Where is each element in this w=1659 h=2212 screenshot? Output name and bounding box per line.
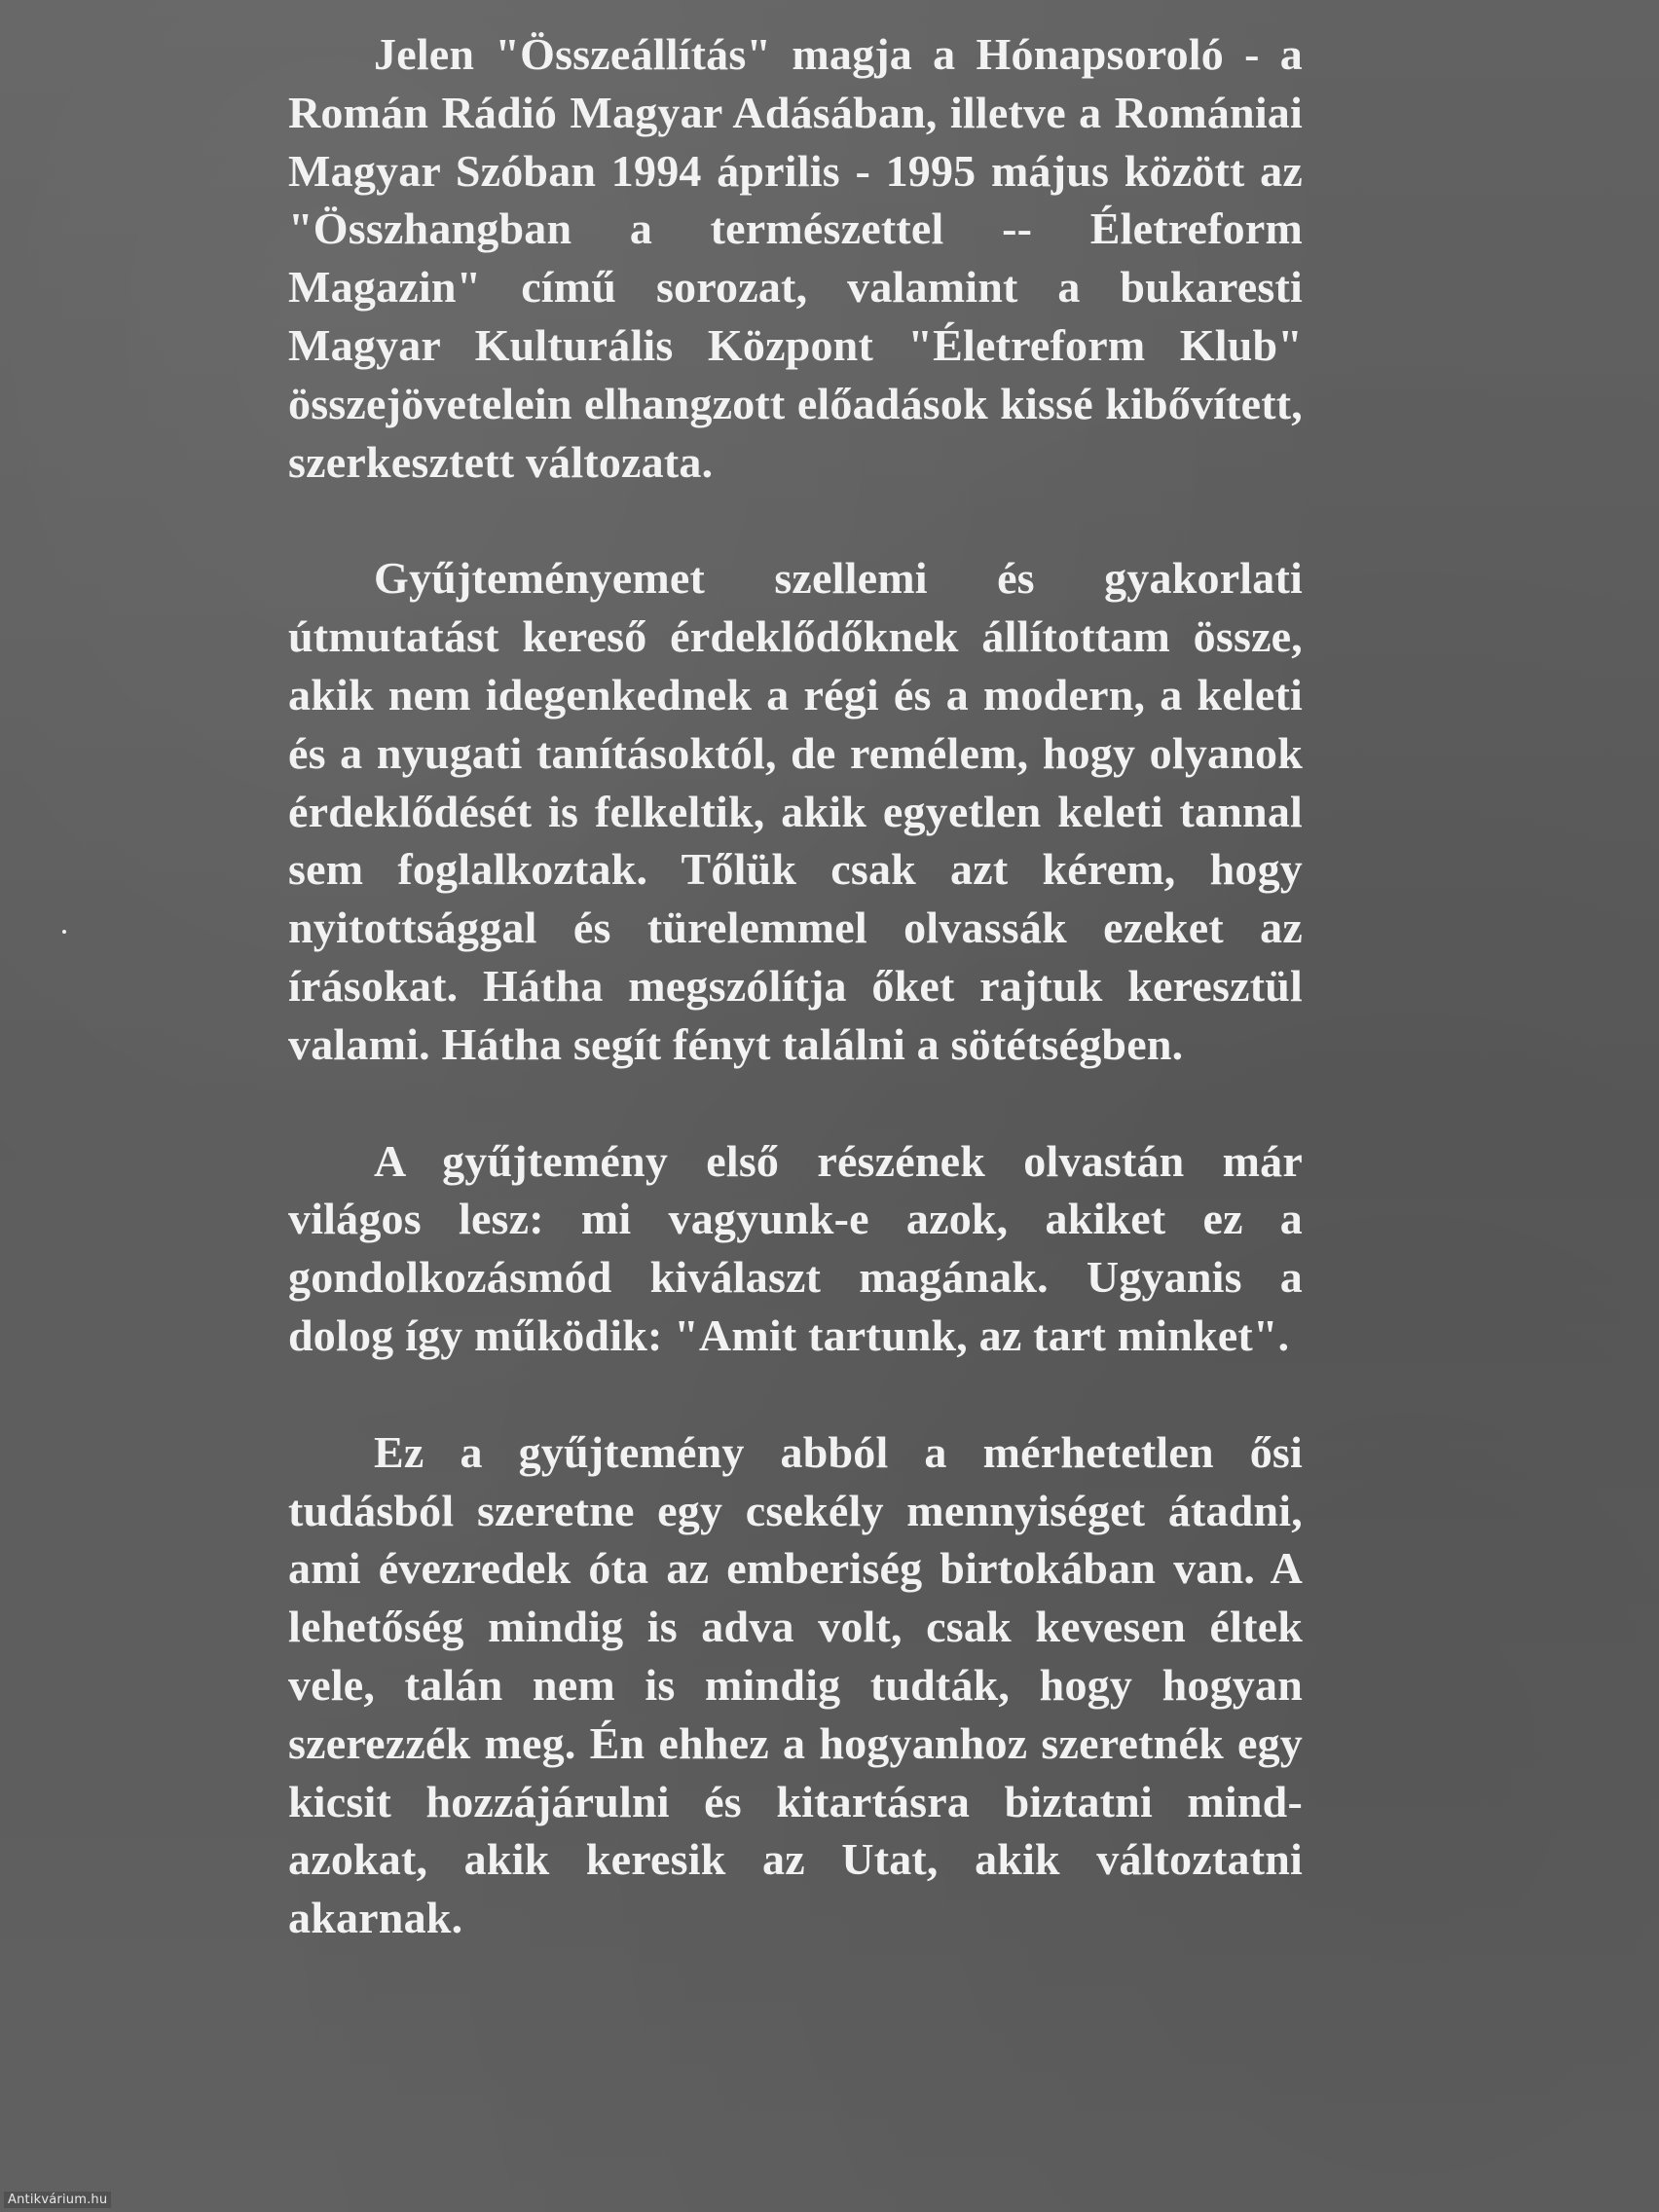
watermark-label: Antikvárium.hu	[4, 2192, 111, 2208]
paragraph-1: Jelen "Összeállítás" magja a Hónapsoroló - a Román Rádió Magyar Adásában, illetve a Romániai Magyar Szóban 1994 április - 1995 május között az "Összhangban a természettel -- Életreform Magazin" című sorozat, valamint a bukaresti Magyar Kulturális Központ "Életreform Klub" összejövetelein elhangzott előadások kissé kibővített, szerkesztett változata.	[288, 29, 1303, 487]
paragraph-2: Gyűjteményemet szellemi és gyakorlati útmutatást kereső érdeklődőknek állítottam össze, akik nem idegenkednek a régi és a modern, a keleti és a nyugati tanításoktól, de remélem, hogy olyanok érdeklődését is felkeltik, akik egyetlen keleti tannal sem foglalkoztak. Tőlük csak azt kérem, hogy nyitottsággal és türelemmel olvassák ezeket az írásokat. Hátha megszólítja őket rajtuk keresztül valami. Hátha segít fényt találni a sötétségben.	[288, 553, 1303, 1069]
blurb-text	[288, 25, 1303, 1947]
paragraph-3: A gyűjtemény első részének olvastán már világos lesz: mi vagyunk-e azok, akiket ez a gondolkozásmód kiválaszt magának. Ugyanis a dolog így működik: "Amit tartunk, az tart minket".	[288, 1135, 1303, 1360]
paragraph-4: Ez a gyűjtemény abból a mérhetetlen ősi tudásból szeretne egy csekély mennyiséget átadni, ami évezredek óta az emberiség birtokában van. A lehetőség mindig is adva volt, csak kevesen éltek vele, talán nem is mindig tudták, hogy hogyan szerezzék meg. Én ehhez a hogyanhoz szeretnék egy kicsit hozzájárulni és kitartásra biztatni mind-azokat, akik keresik az Utat, akik változtatni akarnak.	[288, 1426, 1303, 1943]
dust-speck	[62, 930, 66, 934]
